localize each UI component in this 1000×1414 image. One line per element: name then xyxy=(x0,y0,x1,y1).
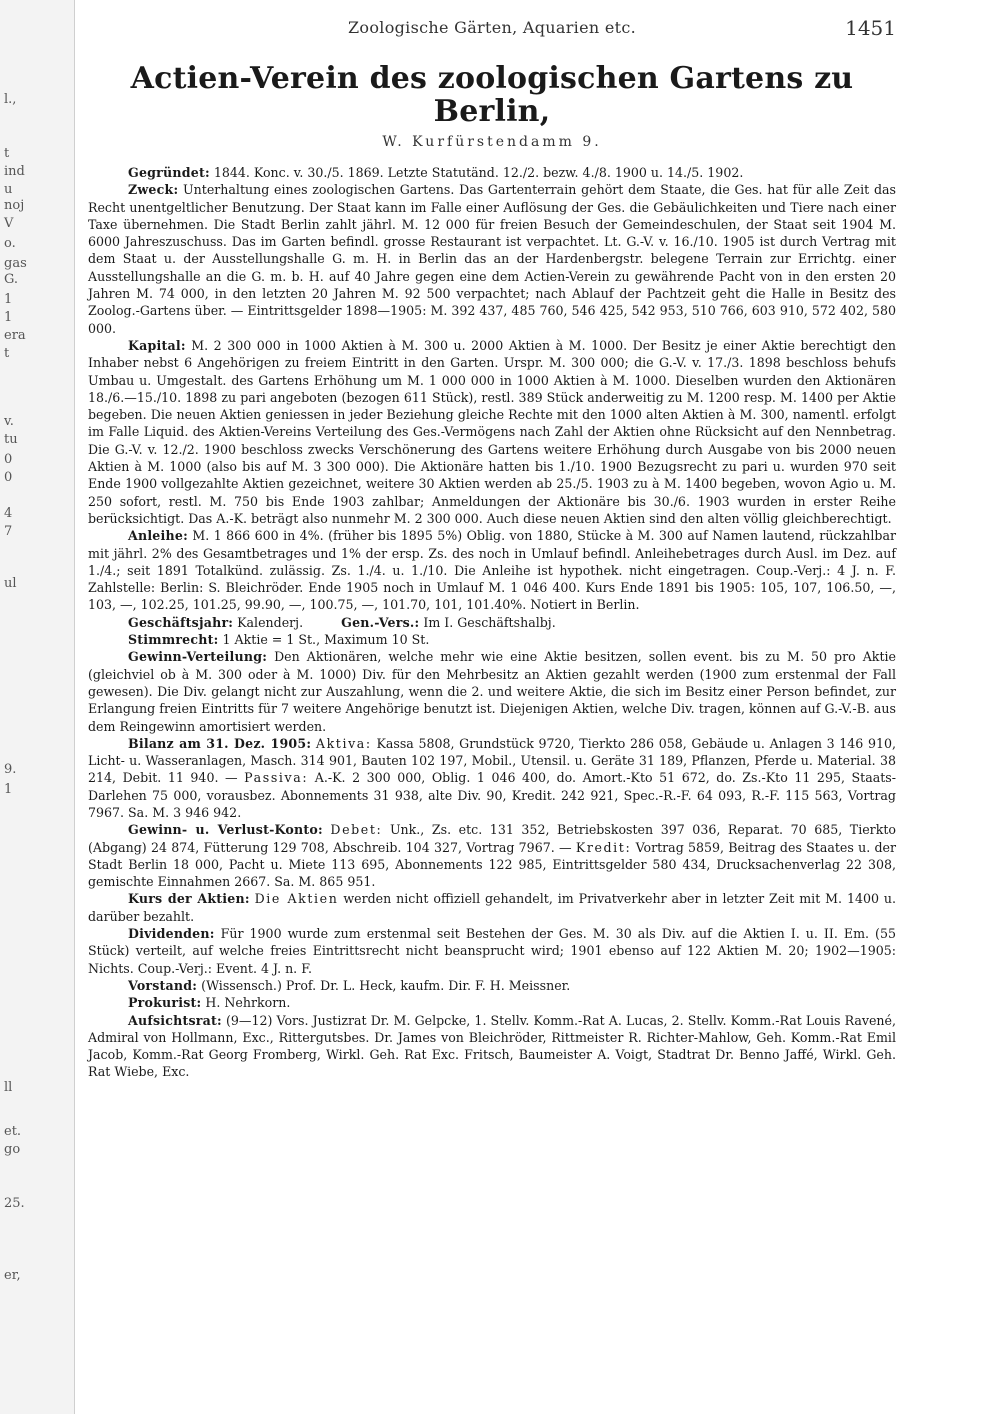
section-text: Den Aktionären, welche mehr wie eine Aktie besitzen, sollen event. bis zu M. 50 pro Aktie (gleichviel ob à M. 300 oder à M. 1000) Div. für den Mehrbesitz an Aktien gezahlt werden (1900 zum erstenmal der Fall gewesen). Die Div. gelangt nicht zur Auszahlung, wenn die 2. und weitere Aktie, die sich im Besitz einer Person befindet, zur Erlangung freien Eintritts für 7 weitere Angehörige benutzt ist. Diejenigen Aktien, welche Div. tragen, können auf G.-V.-B. aus dem Reingewinn amortisiert werden. xyxy=(88,649,896,734)
section-bilanz xyxy=(88,735,896,821)
gutter-fragment: era xyxy=(4,328,26,343)
aktiva-label: Aktiva: xyxy=(315,735,372,751)
section-text: Im I. Geschäftshalbj. xyxy=(423,614,556,630)
aktiva-text: Kassa 5808, Grundstück 9720, Tierkto 286 058, Gebäude u. Anlagen 3 146 910, Licht- u. Wasseranlagen, Masch. 314 901, Bauten 102 197, Mobil., Utensil. u. Geräte 31 189, Pflanzen, Pferde u. Material. 38 214, Debit. 11 940. — xyxy=(88,735,896,786)
passiva-text: A.-K. 2 300 000, Oblig. 1 046 400, do. Amort.-Kto 51 672, do. Zs.-Kto 11 295, Staats-Darlehen 75 000, vorausbez. Abonnements 31 938, alte Div. 90, Kredit. 242 921, Spec.-R.-F. 64 093, R.-F. 115 563, Vortrag 7967. Sa. M. 3 946 942. xyxy=(88,770,897,820)
running-head xyxy=(88,10,896,44)
section-label: Stimmrecht: xyxy=(128,632,219,648)
gutter-fragment: noj xyxy=(4,198,25,213)
kredit-label: Kredit: xyxy=(575,839,632,855)
gutter-fragment: ind xyxy=(4,164,25,179)
section-text: 1844. Konc. v. 30./5. 1869. Letzte Statutänd. 12./2. bezw. 4./8. 1900 u. 14./5. 1902. xyxy=(213,165,744,180)
gutter-fragment: t xyxy=(4,346,10,361)
gutter-fragment: 4 xyxy=(4,506,13,521)
section-label: Prokurist: xyxy=(128,995,202,1011)
section-text: M. 1 866 600 in 4%. (früher bis 1895 5%) Oblig. von 1880, Stücke à M. 300 auf Namen lautend, rückzahlbar mit jährl. 2% des Gesamtbetrages und 1% der ersp. Zs. des noch in Umlauf befindl. Anleihebetrages durch Ausl. im Dez. auf 1./4.; seit 1891 Totalkünd. zulässig. Zs. 1./4. u. 1./10. Die Anleihe ist hypothek. nicht eingetragen. Coup.-Verj.: 4 J. n. F. Zahlstelle: Berlin: S. Bleichröder. Ende 1905 noch in Umlauf M. 1 046 400. Kurs Ende 1891 bis 1905: 105, 107, 106.50, —, 103, —, 102.25, 101.25, 99.90, —, 100.75, —, 101.70, 101, 101.40%. Notiert in Berlin. xyxy=(88,528,896,613)
section-label: Gen.-Vers.: xyxy=(341,614,420,630)
gutter-fragment: V xyxy=(4,216,14,231)
section-text: 1 Aktie = 1 St., Maximum 10 St. xyxy=(222,632,430,648)
gutter-fragment: go xyxy=(4,1142,21,1157)
document-page xyxy=(88,10,896,1081)
gutter-fragment: 25. xyxy=(4,1196,25,1211)
section-text: Kalenderj. xyxy=(237,614,304,630)
gutter-fragment: gas xyxy=(4,256,27,271)
section-zweck xyxy=(88,181,896,337)
section-text: werden nicht offiziell gehandelt, im Privatverkehr aber in letzter Zeit mit M. 1400 u. darüber bezahlt. xyxy=(88,891,897,924)
section-label: Aufsichtsrat: xyxy=(128,1012,222,1028)
section-label: Kapital: xyxy=(128,337,186,353)
section-anleihe xyxy=(88,527,896,613)
section-label: Gewinn- u. Verlust-Konto: xyxy=(128,822,323,838)
section-stimmrecht xyxy=(88,631,896,648)
section-prokurist xyxy=(88,994,896,1011)
gutter-fragment: 7 xyxy=(4,524,13,539)
section-geschaeftsjahr-genvers xyxy=(88,614,896,631)
gutter-fragment: G. xyxy=(4,272,19,287)
debet-label: Debet: xyxy=(330,822,383,838)
gutter-fragment: tu xyxy=(4,432,18,447)
section-gegruendet xyxy=(88,164,896,181)
gutter-fragment: 9. xyxy=(4,762,17,777)
adjacent-page-margin xyxy=(0,0,75,1414)
company-title: Actien-Verein des zoologischen Gartens zu Berlin, xyxy=(130,61,854,129)
section-kurs xyxy=(88,890,896,925)
gutter-fragment: o. xyxy=(4,236,16,251)
section-label: Vorstand: xyxy=(128,977,198,993)
section-kapital xyxy=(88,337,896,527)
gutter-fragment: 0 xyxy=(4,452,13,467)
section-text: Für 1900 wurde zum erstenmal seit Bestehen der Ges. M. 30 als Div. auf die Aktien I. u. II. Em. (55 Stück) verteilt, auf welche freies Eintrittsrecht nicht beansprucht wird; 1901 ebenso auf 122 Aktien M. 20; 1902—1905: Nichts. Coup.-Verj.: Event. 4 J. n. F. xyxy=(88,926,896,976)
section-text: (9—12) Vors. Justizrat Dr. M. Gelpcke, 1. Stellv. Komm.-Rat A. Lucas, 2. Stellv. Komm.-Rat Louis Ravené, Admiral von Hollmann, Exc., Rittergutsbes. Dr. James von Bleichröder, Rittmeister R. Richter-Mahlow, Geh. Komm.-Rat Emil Jacob, Komm.-Rat Georg Fromberg, Wirkl. Geh. Rat Exc. Fritsch, Baumeister A. Voigt, Stadtrat Dr. Benno Jaffé, Wirkl. Geh. Rat Wiebe, Exc. xyxy=(88,1012,896,1080)
section-text: M. 2 300 000 in 1000 Aktien à M. 300 u. 2000 Aktien à M. 1000. Der Besitz je einer Aktie berechtigt den Inhaber nebst 6 Angehörigen zu freiem Eintritt in den Garten. Urspr. M. 300 000; die G.-V. v. 17./3. 1898 beschloss behufs Umbau u. Umgestalt. des Gartens Erhöhung um M. 1 000 000 in 1000 Aktien à M. 1000. Dieselben wurden den Aktionären 18./6.—15./10. 1898 zu pari angeboten (bezogen 611 Stück), restl. 389 Stück anderweitig zu M. 1200 resp. M. 1400 per Aktie begeben. Die neuen Aktien geniessen in jeder Beziehung gleiche Rechte mit den 1000 alten Aktien à M. 300, namentl. erfolgt im Falle Liquid. des Aktien-Vereins Verteilung des Ges.-Vermögens nach Zahl der Aktien ohne Rücksicht auf den Nennbetrag. Die G.-V. v. 12./2. 1900 beschloss zwecks Verschönerung des Gartens weitere Erhöhung durch Ausgabe von bis 2000 neuen Aktien à M. 1000 (also bis auf M. 3 300 000). Die Aktionäre hatten bis 1./10. 1900 Bezugsrecht zu pari u. wurden 970 seit Ende 1900 vollgezahlte Aktien gezeichnet, weitere 30 Aktien werden ab 25./5. 1903 zu à M. 1400 begeben, wovon Agio u. M. 250 sofort, restl. M. 750 bis Ende 1903 zahlbar; Anmeldungen der Aktionäre bis 30./6. 1903 wurden in erster Reihe berücksichtigt. Das A.-K. beträgt also nunmehr M. 2 300 000. Auch diese neuen Aktien sind den alten völlig gleichberechtigt. xyxy=(88,337,896,526)
gutter-fragment: er, xyxy=(4,1268,21,1283)
section-dividenden xyxy=(88,925,896,977)
gutter-fragment: 1 xyxy=(4,782,13,797)
section-label: Dividenden: xyxy=(128,926,215,942)
section-text-lead: Die Aktien xyxy=(254,891,339,907)
section-label: Zweck: xyxy=(128,182,179,198)
page-number: 1451 xyxy=(845,16,896,40)
section-text: Unterhaltung eines zoologischen Gartens. Das Gartenterrain gehört dem Staate, die Ges. hat für alle Zeit das Recht unentgeltlicher Benutzung. Der Staat kann im Falle einer Auflösung der Ges. die Gebäulichkeiten und Tiere nach einer Taxe übernehmen. Die Stadt Berlin zahlt jährl. M. 12 000 für freien Besuch der Gemeindeschulen, der Staat seit 1904 M. 6000 Jahreszuschuss. Das im Garten befindl. grosse Restaurant ist verpachtet. Lt. G.-V. v. 16./10. 1905 ist durch Vertrag mit dem Staat u. der Ausstellungshalle G. m. H. in Berlin das an der Hardenbergstr. belegene Terrain zur Errichtg. einer Ausstellungshalle an die G. m. b. H. auf 40 Jahre gegen eine dem Actien-Verein zu gewährende Pacht von in den ersten 20 Jahren M. 74 000, in den letzten 20 Jahren M. 92 500 verpachtet; nach Ablauf der Pachtzeit geht die Halle in Besitz des Zoolog.-Gartens über. — Eintrittsgelder 1898—1905: M. 392 437, 485 760, 546 425, 542 953, 510 766, 603 910, 572 402, 580 000. xyxy=(88,182,896,336)
passiva-label: Passiva: xyxy=(244,770,309,786)
running-head-title: Zoologische Gärten, Aquarien etc. xyxy=(348,18,636,37)
gutter-fragment: 1 xyxy=(4,310,13,325)
gutter-fragment: l., xyxy=(4,92,17,107)
company-address: W. Kurfürstendamm 9. xyxy=(382,134,602,150)
gutter-fragment: 0 xyxy=(4,470,13,485)
debet-text: Unk., Zs. etc. 131 352, Betriebskosten 397 036, Reparat. 70 685, Tierkto (Abgang) 24 874, Fütterung 129 708, Abschreib. 104 327, Vortrag 7967. — xyxy=(88,822,896,855)
section-label: Geschäftsjahr: xyxy=(128,614,234,630)
gutter-fragment: v. xyxy=(4,414,14,429)
section-label: Kurs der Aktien: xyxy=(128,891,250,907)
gutter-fragment: 1 xyxy=(4,292,13,307)
section-label: Bilanz am 31. Dez. 1905: xyxy=(128,735,312,751)
kredit-text: Vortrag 5859, Beitrag des Staates u. der Stadt Berlin 18 000, Pacht u. Miete 113 695, Abonnements 122 985, Eintrittsgelder 580 434, Drucksachenverlag 22 308, gemischte Einnahmen 2667. Sa. M. 865 951. xyxy=(88,839,896,890)
section-vorstand xyxy=(88,977,896,994)
section-gewinnverteilung xyxy=(88,648,896,734)
gutter-fragment: ll xyxy=(4,1080,13,1095)
section-label: Gewinn-Verteilung: xyxy=(128,649,268,665)
section-aufsichtsrat xyxy=(88,1012,896,1081)
section-text: (Wissensch.) Prof. Dr. L. Heck, kaufm. Dir. F. H. Meissner. xyxy=(201,977,571,993)
section-label: Anleihe: xyxy=(128,528,188,544)
gutter-fragment: t xyxy=(4,146,10,161)
section-gewinn-verlust xyxy=(88,821,896,890)
section-text: H. Nehrkorn. xyxy=(205,995,291,1011)
gutter-fragment: et. xyxy=(4,1124,22,1139)
section-label: Gegründet: xyxy=(128,165,210,180)
gutter-fragment: ul xyxy=(4,576,17,591)
gutter-fragment: u xyxy=(4,182,13,197)
